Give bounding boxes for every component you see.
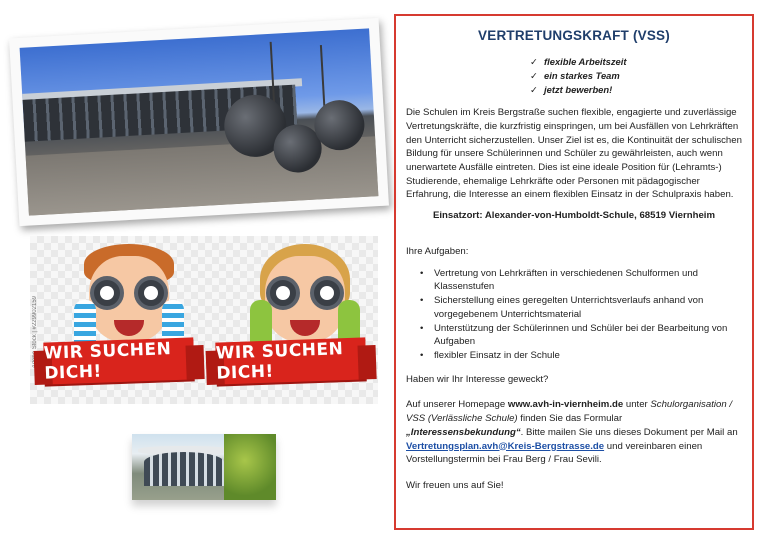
interest-question: Haben wir Ihr Interesse geweckt? xyxy=(406,373,549,385)
benefit-text: ein starkes Team xyxy=(544,69,620,81)
school-building-photo xyxy=(20,28,379,215)
task-item: • Vertretung von Lehrkräften in verschiedenen Schulformen und Klassenstufen xyxy=(420,267,742,294)
contact-text: finden Sie das Formular xyxy=(517,413,623,425)
tasks-heading: Ihre Aufgaben: xyxy=(406,245,469,257)
form-name: „Interessensbekundung“ xyxy=(406,426,521,438)
intro-paragraph: Die Schulen im Kreis Bergstraße suchen flexible, engagierte und zuverlässige Vertretungskräfte, die kurzfristig einspringen, um bei Ausfällen von Lehrkräften den Unterricht sicherzustellen. Unser Ziel ist es, die Kontinuität der schulischen Bildung für unsere Schülerinnen und Schüler zu gewährleisten, auch wenn unerwartete Ausfälle eintreten. Dies ist eine ideale Position für (Lehramts-) Studierende, ehemalige Lehrkräfte oder Personen mit pädagogischer Erfahrung, die Interesse an einem flexiblen Einsatz in der Schulpraxis haben. xyxy=(406,107,742,201)
benefit-text: jetzt bewerben! xyxy=(544,83,613,95)
contact-paragraph xyxy=(406,398,742,467)
task-item: • flexibler Einsatz in der Schule xyxy=(420,349,742,363)
school-pavilion-photo xyxy=(132,434,276,500)
contact-text: und vereinbaren einen Vorstellungstermin bei Frau Berg / Frau Sevili. xyxy=(406,440,703,466)
benefits-list xyxy=(530,55,742,96)
closing-line: Wir freuen uns auf Sie! xyxy=(406,479,504,491)
checkmark-icon: ✓ xyxy=(530,56,538,68)
benefit-item xyxy=(530,69,742,83)
photo-tree xyxy=(320,45,326,109)
contact-text: unter xyxy=(623,399,651,411)
banner-left: WIR SUCHEN DICH! xyxy=(43,337,194,384)
tasks-list xyxy=(420,267,742,363)
task-item: • Sicherstellung eines geregelten Unterrichtsverlaufs anhand von vorgegebenem Unterrichtsmaterial xyxy=(420,294,742,321)
benefit-text: flexible Arbeitszeit xyxy=(544,56,627,68)
section-name: Schulorganisation / VSS (Verlässliche Schule) xyxy=(406,399,732,425)
pavilion-building xyxy=(144,452,224,486)
school-photo-frame xyxy=(9,18,389,226)
job-posting-card xyxy=(394,14,754,530)
banner-right: WIR SUCHEN DICH! xyxy=(215,337,366,384)
contact-text: Auf unserer Homepage xyxy=(406,399,508,411)
benefit-item xyxy=(530,55,742,69)
checkmark-icon: ✓ xyxy=(530,83,538,95)
checkmark-icon: ✓ xyxy=(530,69,538,81)
girl-figure xyxy=(250,242,360,352)
email-link[interactable]: Vertretungsplan.avh@Kreis-Bergstrasse.de xyxy=(406,440,605,452)
stock-watermark: Adobe Stock | #229902159 xyxy=(32,296,38,369)
wir-suchen-dich-illustration xyxy=(30,236,378,404)
location-line: Einsatzort: Alexander-von-Humboldt-Schule, 68519 Viernheim xyxy=(432,210,715,222)
task-item: • Unterstützung der Schülerinnen und Schüler bei der Bearbeitung von Aufgaben xyxy=(420,322,742,349)
homepage-link[interactable]: www.avh-in-viernheim.de xyxy=(507,399,624,411)
photo-ground xyxy=(26,136,379,215)
pavilion-trees xyxy=(224,434,276,500)
job-title: VERTRETUNGSKRAFT (VSS) xyxy=(478,28,670,43)
benefit-item xyxy=(530,83,742,97)
boy-figure xyxy=(74,242,184,352)
contact-text: . Bitte mailen Sie uns dieses Dokument per Mail an xyxy=(520,426,738,438)
